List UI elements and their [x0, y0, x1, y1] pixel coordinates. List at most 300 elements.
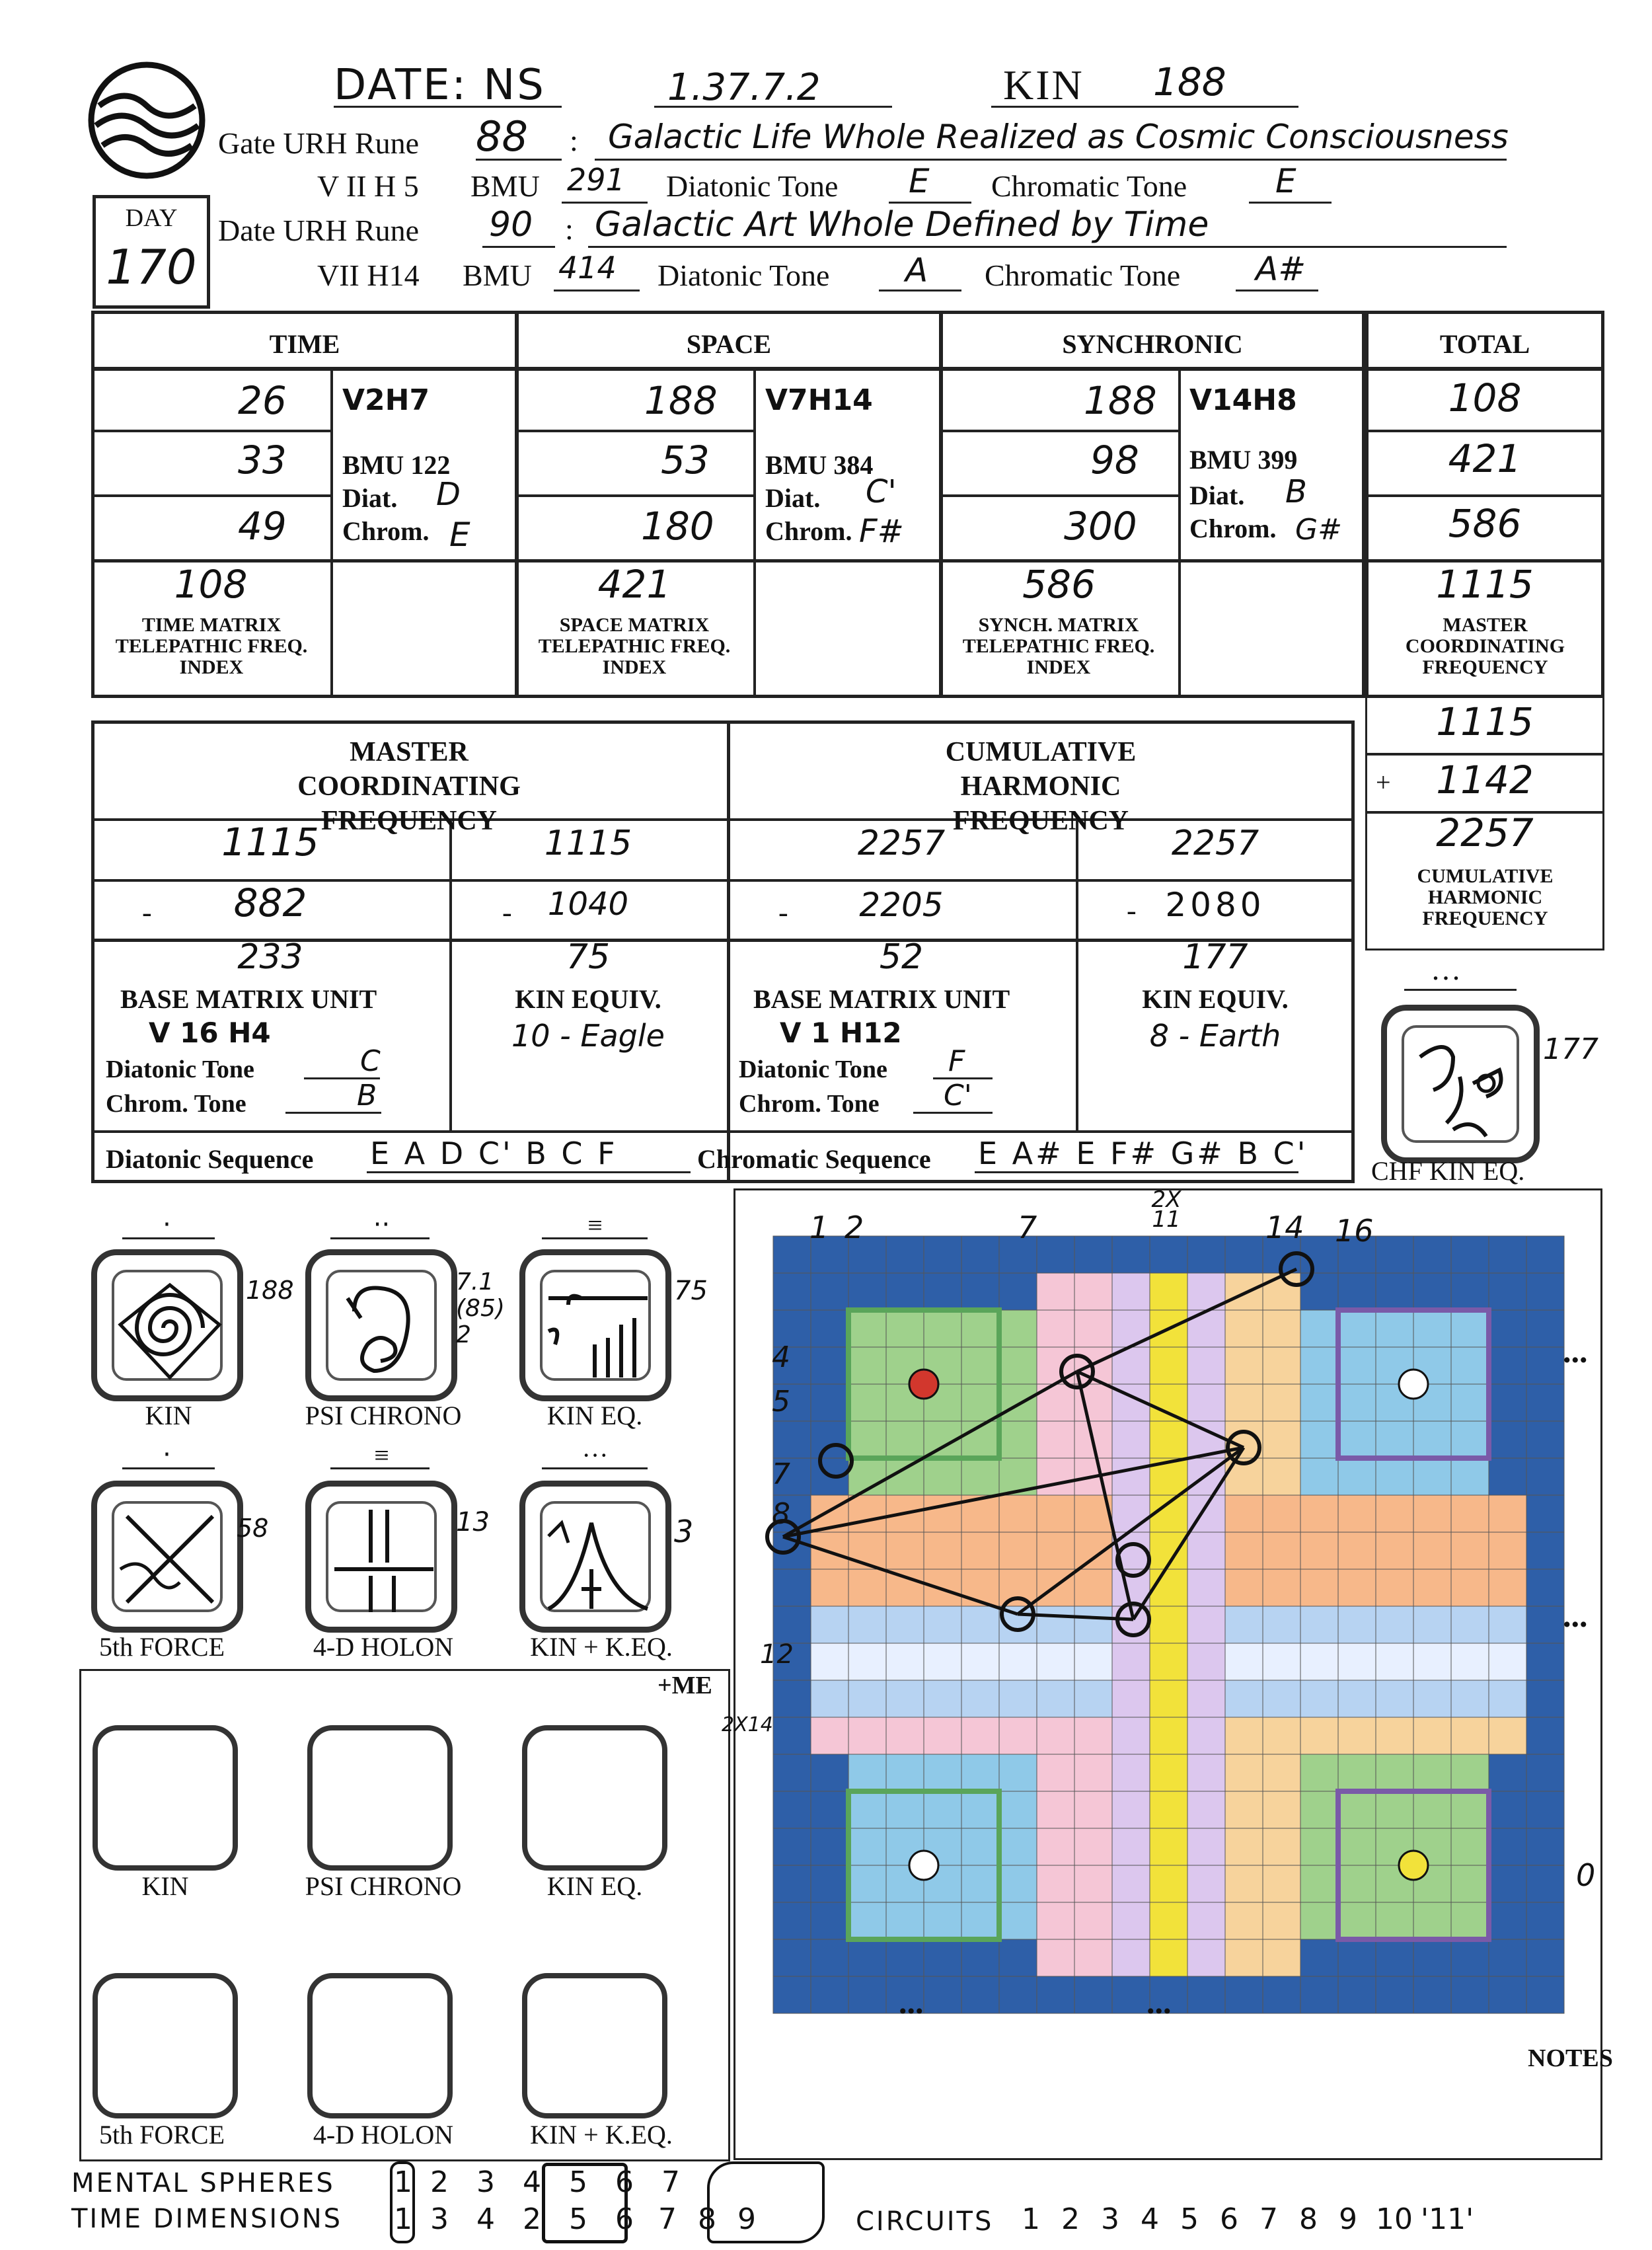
grid-cell	[961, 1865, 999, 1902]
grid-cell	[1187, 1384, 1225, 1421]
grid-cell	[1112, 1828, 1150, 1865]
empty-kineq-box[interactable]	[522, 1725, 667, 1871]
grid-cell	[1225, 1791, 1263, 1828]
grid-cell	[1225, 1939, 1263, 1976]
grid-cell	[1451, 1643, 1489, 1680]
circuit-10: 10	[1376, 2202, 1413, 2236]
grid-cell	[1112, 1717, 1150, 1754]
grid-cell	[1376, 1310, 1413, 1347]
grid-cell	[1526, 1236, 1564, 1273]
gate-v: V II H 5	[317, 169, 419, 203]
grid-cell	[1338, 1717, 1376, 1754]
grid-cell	[924, 1976, 961, 2013]
grid-cell	[1526, 1421, 1564, 1458]
grid-cell	[1376, 1458, 1413, 1495]
grid-cell	[1074, 1606, 1112, 1643]
grid-cell	[1112, 1754, 1150, 1791]
time-bmu: BMU 122	[342, 450, 451, 480]
grid-cell	[961, 1347, 999, 1384]
grid-cell	[924, 1643, 961, 1680]
date-rune-label: Date URH Rune	[218, 213, 420, 247]
grid-cell	[1263, 1828, 1300, 1865]
grid-cell	[1300, 1606, 1338, 1643]
grid-cell	[1150, 1717, 1187, 1754]
grid-cell	[811, 1828, 848, 1865]
grid-cell	[1489, 1421, 1526, 1458]
grid-cell	[1225, 1754, 1263, 1791]
grid-cell	[1150, 1902, 1187, 1939]
grid-cell	[1112, 1421, 1150, 1458]
grid-cell	[1112, 1236, 1150, 1273]
grid-cell	[1187, 1643, 1225, 1680]
grid-cell	[1037, 1347, 1074, 1384]
spiral-glyph-icon	[114, 1272, 226, 1384]
grid-cell	[1526, 1310, 1564, 1347]
wave-logo-icon	[86, 59, 208, 182]
grid-cell	[1150, 1791, 1187, 1828]
grid-cell	[1225, 1717, 1263, 1754]
grid-cell	[1376, 1939, 1413, 1976]
grid-cell	[1526, 1828, 1564, 1865]
grid-cell	[1526, 1754, 1564, 1791]
quadrant-center-icon	[909, 1851, 938, 1880]
cross-glyph-icon	[114, 1503, 226, 1615]
grid-cell	[1489, 1680, 1526, 1717]
mcf-col3-result: 52	[879, 937, 924, 977]
chromatic-sequence: E A# E F# G# B C'	[978, 1136, 1308, 1171]
chf-glyph	[1381, 1005, 1540, 1163]
grid-cell	[1187, 1939, 1225, 1976]
empty-holon-box[interactable]	[307, 1973, 453, 2118]
synch-value-1: 188	[1084, 378, 1157, 423]
grid-cell	[1112, 1976, 1150, 2013]
grid-cell	[1300, 1939, 1338, 1976]
grid-cell	[1376, 1791, 1413, 1828]
total-add-2: 1142	[1436, 757, 1534, 802]
grid-cell	[961, 1680, 999, 1717]
grid-cell	[1074, 1902, 1112, 1939]
mcf-col3-sub: 2205	[859, 886, 944, 924]
grid-cell	[1263, 1902, 1300, 1939]
grid-cell	[1489, 1347, 1526, 1384]
date-rune-chromatic: A#	[1256, 250, 1306, 288]
circuit-11: '11'	[1421, 2202, 1474, 2236]
grid-cell	[999, 1828, 1037, 1865]
grid-cell	[811, 1902, 848, 1939]
grid-cell	[1413, 1939, 1451, 1976]
grid-cell	[1150, 1421, 1187, 1458]
empty-kinkeq-box[interactable]	[522, 1973, 667, 2118]
grid-cell	[1451, 1384, 1489, 1421]
grid-cell	[1225, 1273, 1263, 1310]
grid-cell	[1300, 1643, 1338, 1680]
date-rune-diatonic: A	[905, 251, 928, 290]
kin-keq-glyph	[519, 1481, 671, 1633]
grid-cell	[773, 1828, 811, 1865]
grid-cell	[1413, 1717, 1451, 1754]
grid-cell	[773, 1976, 811, 2013]
grid-cell	[1187, 1902, 1225, 1939]
grid-cell	[1074, 1754, 1112, 1791]
notes-label: NOTES	[1528, 2044, 1613, 2072]
grid-cell	[961, 1828, 999, 1865]
grid-cell	[1489, 1976, 1526, 2013]
mcf-title: MASTER COORDINATING FREQUENCY	[297, 737, 521, 836]
grid-cell	[811, 1939, 848, 1976]
grid-cell	[1037, 1236, 1074, 1273]
grid-cell	[1338, 1754, 1376, 1791]
grid-cell	[1187, 1791, 1225, 1828]
grid-cell	[773, 1273, 811, 1310]
grid-cell	[1150, 1865, 1187, 1902]
grid-cell	[1074, 1310, 1112, 1347]
grid-cell	[1451, 1680, 1489, 1717]
synch-title: SYNCHRONIC	[1062, 329, 1243, 359]
grid-cell	[1187, 1976, 1225, 2013]
time-dimension-5: 5	[569, 2202, 587, 2236]
grid-cell	[924, 1310, 961, 1347]
grid-cell	[1112, 1273, 1150, 1310]
grid-cell	[1263, 1643, 1300, 1680]
grid-cell	[1338, 1606, 1376, 1643]
grid-cell	[1338, 1532, 1376, 1569]
grid-cell	[1489, 1606, 1526, 1643]
grid-cell	[1489, 1939, 1526, 1976]
grid-cell	[1376, 1680, 1413, 1717]
grid-cell	[886, 1717, 924, 1754]
grid-cell	[1376, 1643, 1413, 1680]
grid-cell	[1338, 1976, 1376, 2013]
grid-cell	[1413, 1458, 1451, 1495]
grid-cell	[1074, 1865, 1112, 1902]
grid-cell	[1526, 1495, 1564, 1532]
grid-cell	[1526, 1902, 1564, 1939]
grid-cell	[999, 1976, 1037, 2013]
empty-psi-box[interactable]	[307, 1725, 453, 1871]
grid-cell	[1526, 1939, 1564, 1976]
mcf-col2-result: 75	[566, 937, 611, 977]
grid-cell	[999, 1310, 1037, 1347]
grid-cell	[1037, 1939, 1074, 1976]
grid-cell	[1187, 1828, 1225, 1865]
grid-cell	[1263, 1458, 1300, 1495]
grid-cell	[924, 1717, 961, 1754]
grid-cell	[961, 1384, 999, 1421]
grid-cell	[1489, 1236, 1526, 1273]
grid-cell	[1489, 1569, 1526, 1606]
grid-cell	[1300, 1310, 1338, 1347]
grid-cell	[1451, 1421, 1489, 1458]
grid-cell	[1451, 1310, 1489, 1347]
grid-cell	[1225, 1347, 1263, 1384]
empty-kin-box[interactable]	[93, 1725, 238, 1871]
grid-cell	[886, 1754, 924, 1791]
quadrant-center-icon	[1399, 1851, 1428, 1880]
time-title: TIME	[269, 329, 340, 359]
grid-cell	[924, 1791, 961, 1828]
circuit-1: 1	[1022, 2202, 1040, 2236]
grid-cell	[1300, 1680, 1338, 1717]
grid-cell	[1451, 1865, 1489, 1902]
grid-cell	[1225, 1680, 1263, 1717]
date-rune-num: 90	[489, 205, 533, 245]
grid-cell	[1338, 1384, 1376, 1421]
grid-cell	[1150, 1347, 1187, 1384]
date-rune-v: VII H14	[317, 258, 420, 292]
grid-cell	[1489, 1717, 1526, 1754]
grid-cell	[1413, 1606, 1451, 1643]
grid-cell	[1451, 1939, 1489, 1976]
master-total: 1115	[1436, 562, 1534, 607]
grid-cell	[773, 1236, 811, 1273]
grid-cell	[1037, 1532, 1074, 1569]
grid-cell	[773, 1606, 811, 1643]
grid-cell	[886, 1532, 924, 1569]
grid-cell	[1112, 1643, 1150, 1680]
grid-cell	[1338, 1939, 1376, 1976]
grid-cell	[924, 1532, 961, 1569]
grid-cell	[1037, 1680, 1074, 1717]
grid-cell	[773, 1754, 811, 1791]
grid-cell	[1338, 1273, 1376, 1310]
grid-cell	[1037, 1717, 1074, 1754]
grid-cell	[1074, 1939, 1112, 1976]
grid-cell	[1112, 1495, 1150, 1532]
fifth-force-glyph	[91, 1481, 243, 1633]
grid-cell	[773, 1569, 811, 1606]
grid-cell	[961, 1532, 999, 1569]
grid-cell	[1413, 1680, 1451, 1717]
space-vh: V7H14	[765, 383, 873, 417]
grid-cell	[1451, 1347, 1489, 1384]
grid-cell	[1225, 1236, 1263, 1273]
grid-cell	[1526, 1791, 1564, 1828]
grid-cell	[773, 1902, 811, 1939]
grid-cell	[811, 1643, 848, 1680]
grid-cell	[1112, 1865, 1150, 1902]
grid-cell	[1300, 1384, 1338, 1421]
time-matrix-grid	[747, 1210, 1606, 2036]
grid-cell	[1526, 1458, 1564, 1495]
peak-glyph-icon	[542, 1503, 654, 1615]
cum-total: 2257	[1436, 810, 1534, 855]
grid-cell	[961, 1791, 999, 1828]
chf-label: CHF KIN EQ.	[1371, 1156, 1525, 1186]
grid-cell	[886, 1569, 924, 1606]
grid-cell	[1300, 1458, 1338, 1495]
circuit-7: 7	[1259, 2202, 1278, 2236]
total-add-1: 1115	[1436, 699, 1534, 744]
grid-cell	[1225, 1865, 1263, 1902]
grid-cell	[1376, 1717, 1413, 1754]
grid-cell	[1187, 1569, 1225, 1606]
mental-sphere-7: 7	[661, 2165, 680, 2199]
grid-cell	[924, 1680, 961, 1717]
synch-total: 586	[1022, 562, 1096, 607]
grid-cell	[773, 1680, 811, 1717]
grid-cell	[1300, 1532, 1338, 1569]
grid-cell	[1451, 1236, 1489, 1273]
grid-cell	[1413, 1236, 1451, 1273]
space-title: SPACE	[686, 329, 772, 359]
grid-cell	[1451, 1569, 1489, 1606]
grid-cell	[886, 1310, 924, 1347]
grid-cell	[1037, 1828, 1074, 1865]
mental-sphere-6: 6	[615, 2165, 634, 2199]
grid-cell	[848, 1754, 886, 1791]
grid-cell	[961, 1717, 999, 1754]
grid-cell	[811, 1310, 848, 1347]
grid-cell	[1074, 1643, 1112, 1680]
total-value-1: 108	[1448, 375, 1522, 420]
psi-chrono-glyph	[305, 1249, 457, 1401]
grid-cell	[1263, 1495, 1300, 1532]
grid-cell	[1263, 1717, 1300, 1754]
grid-cell	[848, 1717, 886, 1754]
grid-cell	[1300, 1865, 1338, 1902]
grid-cell	[1074, 1680, 1112, 1717]
grid-cell	[1413, 1754, 1451, 1791]
grid-cell	[1489, 1458, 1526, 1495]
grid-cell	[1150, 1680, 1187, 1717]
grid-cell	[1150, 1643, 1187, 1680]
mcf-left-kin: 10 - Eagle	[511, 1018, 665, 1054]
grid-cell	[961, 1976, 999, 2013]
time-value-3: 49	[238, 504, 287, 549]
grid-cell	[1338, 1421, 1376, 1458]
grid-cell	[1451, 1717, 1489, 1754]
earth-glyph-icon	[1407, 1030, 1519, 1143]
grid-cell	[999, 1495, 1037, 1532]
grid-cell	[1451, 1828, 1489, 1865]
mcf-right-kin: 8 - Earth	[1149, 1018, 1281, 1054]
grid-cell	[886, 1236, 924, 1273]
synch-vh: V14H8	[1189, 383, 1297, 417]
grid-cell	[1225, 1495, 1263, 1532]
time-dimension-8: 8	[698, 2202, 716, 2236]
empty-fifth-force-box[interactable]	[93, 1973, 238, 2118]
grid-cell	[1338, 1865, 1376, 1902]
grid-cell	[848, 1902, 886, 1939]
grid-cell	[1413, 1495, 1451, 1532]
mcf-col1-sub: 882	[233, 880, 307, 925]
grid-cell	[1300, 1791, 1338, 1828]
time-dimension-1: 1	[394, 2202, 412, 2236]
grid-cell	[1489, 1495, 1526, 1532]
grid-cell	[1376, 1976, 1413, 2013]
grid-cell	[1263, 1606, 1300, 1643]
space-value-3: 180	[641, 504, 714, 549]
grid-cell	[1300, 1273, 1338, 1310]
grid-cell	[1489, 1865, 1526, 1902]
grid-cell	[1225, 1828, 1263, 1865]
quadrant-center-icon	[909, 1370, 938, 1399]
grid-cell	[1263, 1976, 1300, 2013]
circuit-2: 2	[1061, 2202, 1080, 2236]
grid-cell	[1526, 1976, 1564, 2013]
grid-cell	[1300, 1902, 1338, 1939]
grid-cell	[1300, 1754, 1338, 1791]
grid-cell	[1037, 1273, 1074, 1310]
grid-cell	[961, 1754, 999, 1791]
mental-sphere-4: 4	[523, 2165, 541, 2199]
mcf-col1-top: 1115	[221, 820, 319, 865]
grid-cell	[848, 1680, 886, 1717]
grid-cell	[848, 1569, 886, 1606]
grid-cell	[961, 1902, 999, 1939]
kin-glyph	[91, 1249, 243, 1401]
gate-diatonic: E	[909, 162, 930, 200]
grid-cell	[1112, 1680, 1150, 1717]
grid-cell	[1338, 1458, 1376, 1495]
grid-cell	[811, 1606, 848, 1643]
mcf-col4-sub: 2080	[1165, 886, 1265, 924]
grid-cell	[1112, 1458, 1150, 1495]
grid-cell	[811, 1347, 848, 1384]
grid-cell	[961, 1236, 999, 1273]
grid-cell	[773, 1865, 811, 1902]
grid-cell	[1451, 1495, 1489, 1532]
grid-cell	[1225, 1384, 1263, 1421]
grid-cell	[1112, 1902, 1150, 1939]
grid-cell	[999, 1421, 1037, 1458]
grid-cell	[1526, 1347, 1564, 1384]
grid-cell	[848, 1310, 886, 1347]
grid-cell	[811, 1976, 848, 2013]
grid-cell	[1413, 1976, 1451, 2013]
grid-cell	[1338, 1828, 1376, 1865]
date-rune-text: Galactic Art Whole Defined by Time	[595, 205, 1209, 245]
grid-cell	[1376, 1902, 1413, 1939]
grid-cell	[1526, 1606, 1564, 1643]
grid-cell	[1263, 1421, 1300, 1458]
grid-cell	[1150, 1384, 1187, 1421]
eagle-glyph-icon	[542, 1272, 654, 1384]
grid-cell	[1263, 1865, 1300, 1902]
gate-bmu: 291	[567, 162, 625, 198]
mental-sphere-1: 1	[394, 2165, 412, 2199]
grid-cell	[1187, 1717, 1225, 1754]
circuit-6: 6	[1220, 2202, 1238, 2236]
grid-cell	[1225, 1976, 1263, 2013]
grid-cell	[999, 1384, 1037, 1421]
total-value-3: 586	[1448, 501, 1522, 546]
grid-cell	[1451, 1606, 1489, 1643]
grid-cell	[1300, 1828, 1338, 1865]
grid-cell	[1451, 1754, 1489, 1791]
grid-cell	[848, 1828, 886, 1865]
grid-cell	[1338, 1902, 1376, 1939]
grid-cell	[1489, 1532, 1526, 1569]
grid-cell	[1225, 1606, 1263, 1643]
grid-cell	[1150, 1273, 1187, 1310]
grid-cell	[999, 1569, 1037, 1606]
grid-cell	[1526, 1532, 1564, 1569]
grid-cell	[1150, 1606, 1187, 1643]
circuit-3: 3	[1101, 2202, 1119, 2236]
time-dimension-9: 9	[737, 2202, 756, 2236]
grid-cell	[1526, 1643, 1564, 1680]
grid-cell	[886, 1421, 924, 1458]
grid-cell	[1037, 1458, 1074, 1495]
grid-cell	[1376, 1495, 1413, 1532]
grid-cell	[811, 1865, 848, 1902]
grid-cell	[1489, 1384, 1526, 1421]
grid-cell	[1150, 1236, 1187, 1273]
grid-cell	[811, 1569, 848, 1606]
mcf-col2-top: 1115	[544, 824, 632, 863]
me-label: +ME	[657, 1672, 712, 1699]
